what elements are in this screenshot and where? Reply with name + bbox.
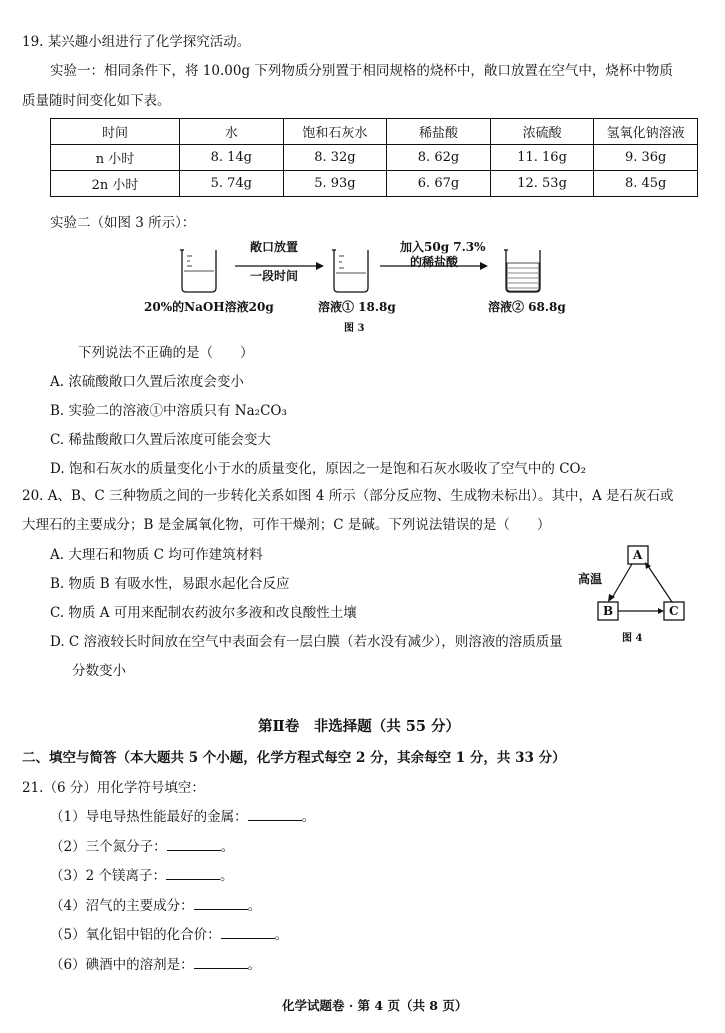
q21-item-text: （2）三个氮分子： <box>50 839 167 855</box>
mass-change-table <box>50 118 698 197</box>
answer-blank[interactable] <box>194 897 248 910</box>
table-cell: 8. 45g <box>594 171 698 197</box>
q21-item: （3）2 个镁离子： 。 <box>50 868 234 884</box>
q20-line2: 大理石的主要成分；B 是金属氧化物，可作干燥剂；C 是碱。下列说法错误的是（ ） <box>22 517 551 533</box>
q19-experiment1-line1: 实验一：相同条件下，将 10.00g 下列物质分别置于相同规格的烧杯中，敞口放置在空气中，烧杯中物质 <box>50 63 673 79</box>
section-2-heading: 第Ⅱ卷 非选择题（共 55 分） <box>258 718 460 735</box>
beaker-1-icon <box>180 250 216 292</box>
q19-question: 下列说法不正确的是（ ） <box>78 345 254 361</box>
section-2-part-title: 二、填空与简答（本大题共 5 个小题，化学方程式每空 2 分，其余每空 1 分，共 33 分） <box>22 750 566 766</box>
q21-item-text: （1）导电导热性能最好的金属： <box>50 809 248 825</box>
table-cell: 9. 36g <box>594 145 698 171</box>
arrow-c-to-a-icon <box>645 562 672 602</box>
arrow-1-label-top: 敞口放置 <box>250 240 299 254</box>
q19-option-a[interactable]: A. 浓硫酸敞口久置后浓度会变小 <box>50 374 244 390</box>
q20-option-c[interactable]: C. 物质 A 可用来配制农药波尔多液和改良酸性土壤 <box>50 605 357 621</box>
answer-blank[interactable] <box>221 926 275 939</box>
beaker-2-label: 溶液① 18.8g <box>318 300 396 314</box>
table-header-cell: 时间 <box>51 119 180 145</box>
q21-item: （2）三个氮分子： 。 <box>50 839 235 855</box>
q21-item-text: （6）碘酒中的溶剂是： <box>50 957 194 973</box>
table-cell: n 小时 <box>51 145 180 171</box>
q21-item-text: （4）沼气的主要成分： <box>50 898 194 914</box>
beaker-3-label: 溶液② 68.8g <box>488 300 566 314</box>
table-cell: 11. 16g <box>490 145 594 171</box>
q21-item: （5）氧化铝中铝的化合价： 。 <box>50 927 289 943</box>
q20-option-d-line1[interactable]: D. C 溶液较长时间放在空气中表面会有一层白膜（若水没有减少），则溶液的溶质质量 <box>50 634 563 650</box>
node-c-label: C <box>669 604 679 618</box>
arrow-b-to-c-icon <box>618 608 664 614</box>
table-header-cell: 浓硫酸 <box>490 119 594 145</box>
answer-blank[interactable] <box>248 808 302 821</box>
figure-3-caption: 图 3 <box>344 323 365 334</box>
q19-experiment2-title: 实验二（如图 3 所示）： <box>50 215 196 231</box>
table-header-cell: 水 <box>180 119 284 145</box>
table-cell: 12. 53g <box>490 171 594 197</box>
table-cell: 5. 93g <box>283 171 387 197</box>
figure-4 <box>578 540 698 650</box>
arrow-2-label-top: 加入50g 7.3% <box>400 240 486 254</box>
beaker-1-label: 20%的NaOH溶液20g <box>144 300 274 314</box>
q20-line1: 20. A、B、C 三种物质之间的一步转化关系如图 4 所示（部分反应物、生成物未标出）。其中，A 是石灰石或 <box>22 488 674 504</box>
answer-blank[interactable] <box>166 867 220 880</box>
arrow-2-label-bottom: 的稀盐酸 <box>410 255 459 269</box>
table-header-row <box>51 119 698 145</box>
beaker-2-icon <box>332 250 368 292</box>
q19-experiment1-line2: 质量随时间变化如下表。 <box>22 93 171 109</box>
q21-item: （4）沼气的主要成分： 。 <box>50 898 262 914</box>
arrow-1-label-bottom: 一段时间 <box>250 269 299 283</box>
arrow-a-to-b-icon <box>608 564 632 602</box>
page-footer: 化学试题卷 · 第 4 页（共 8 页） <box>282 998 468 1013</box>
figure-4-drawing <box>588 540 698 650</box>
table-cell: 8. 32g <box>283 145 387 171</box>
q21-stem: 21.（6 分）用化学符号填空： <box>22 780 205 796</box>
table-header-cell: 饱和石灰水 <box>283 119 387 145</box>
table-cell: 8. 14g <box>180 145 284 171</box>
table-cell: 2n 小时 <box>51 171 180 197</box>
figure-4-caption: 图 4 <box>622 633 643 644</box>
table-cell: 5. 74g <box>180 171 284 197</box>
table-cell: 6. 67g <box>387 171 491 197</box>
q21-item: （6）碘酒中的溶剂是： 。 <box>50 957 262 973</box>
node-a-label: A <box>633 548 643 562</box>
table-row <box>51 145 698 171</box>
q19-option-b[interactable]: B. 实验二的溶液①中溶质只有 Na₂CO₃ <box>50 403 287 419</box>
q19-option-d[interactable]: D. 饱和石灰水的质量变化小于水的质量变化，原因之一是饱和石灰水吸收了空气中的 CO₂ <box>50 461 587 477</box>
table-cell: 8. 62g <box>387 145 491 171</box>
q19-option-c[interactable]: C. 稀盐酸敞口久置后浓度可能会变大 <box>50 432 271 448</box>
q21-item-text: （3）2 个镁离子： <box>50 868 166 884</box>
condition-label: 高温 <box>578 572 603 586</box>
figure-3 <box>120 236 590 336</box>
q21-item: （1）导电导热性能最好的金属： 。 <box>50 809 316 825</box>
q21-item-text: （5）氧化铝中铝的化合价： <box>50 927 221 943</box>
beaker-3-icon <box>504 250 540 292</box>
table-header-cell: 氢氧化钠溶液 <box>594 119 698 145</box>
node-b-label: B <box>603 604 614 618</box>
table-row <box>51 171 698 197</box>
q20-option-a[interactable]: A. 大理石和物质 C 均可作建筑材料 <box>50 547 263 563</box>
q20-option-b[interactable]: B. 物质 B 有吸水性，易跟水起化合反应 <box>50 576 290 592</box>
table-header-cell: 稀盐酸 <box>387 119 491 145</box>
q20-option-d-line2: 分数变小 <box>72 663 126 679</box>
answer-blank[interactable] <box>194 956 248 969</box>
q19-stem: 19. 某兴趣小组进行了化学探究活动。 <box>22 34 251 50</box>
answer-blank[interactable] <box>167 838 221 851</box>
